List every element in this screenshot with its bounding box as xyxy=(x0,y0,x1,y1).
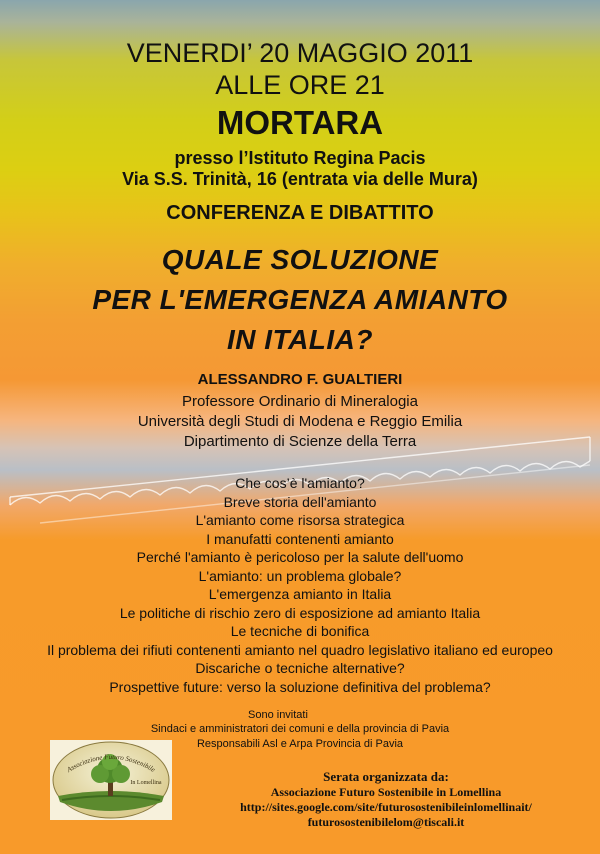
event-venue: presso l’Istituto Regina Pacis xyxy=(174,148,426,168)
organizer-label: Serata organizzata da: xyxy=(323,769,449,784)
topic-item: Perché l'amianto è pericoloso per la salute dell'uomo xyxy=(136,549,464,565)
invited-line: Responsabili Asl e Arpa Provincia di Pavia xyxy=(196,738,404,750)
event-date: VENERDI’ 20 MAGGIO 2011 xyxy=(126,38,474,68)
organizer-website-link[interactable]: http://sites.google.com/site/futurosostenibileinlomellinait/ xyxy=(240,800,532,814)
organizer-email-link[interactable]: futurosostenibilelom@tiscali.it xyxy=(307,815,465,829)
topic-item: L'amianto: un problema globale? xyxy=(198,567,402,584)
topic-item: L'amianto come risorsa strategica xyxy=(195,512,405,528)
topic-item: Che cos’è l'amianto? xyxy=(235,475,365,491)
headline-line-1: QUALE SOLUZIONE xyxy=(161,244,439,275)
logo-text-bottom: In Lomellina xyxy=(130,780,162,786)
association-logo xyxy=(50,740,172,820)
event-address: Via S.S. Trinità, 16 (entrata via delle Mura) xyxy=(122,169,478,189)
event-type: CONFERENZA E DIBATTITO xyxy=(166,202,434,224)
topic-item: Prospettive future: verso la soluzione definitiva del problema? xyxy=(109,678,491,695)
topic-item: Breve storia dell'amianto xyxy=(223,493,377,510)
topic-list xyxy=(0,474,600,696)
invited-heading: Sono invitati xyxy=(248,709,308,721)
speaker-name: ALESSANDRO F. GUALTIERI xyxy=(197,371,403,388)
topic-item: I manufatti contenenti amianto xyxy=(206,530,394,547)
speaker-role: Professore Ordinario di Mineralogia xyxy=(182,393,418,410)
headline-line-3: IN ITALIA? xyxy=(226,324,373,355)
topic-item: Il problema dei rifiuti contenenti amianto nel quadro legislativo italiano ed europeo xyxy=(47,641,553,658)
topic-item: Le tecniche di bonifica xyxy=(230,623,370,639)
speaker-affiliation: Università degli Studi di Modena e Reggio Emilia xyxy=(137,413,463,430)
speaker-department: Dipartimento di Scienze della Terra xyxy=(183,433,417,450)
headline-line-2: PER L'EMERGENZA AMIANTO xyxy=(92,284,508,315)
event-city: MORTARA xyxy=(216,104,384,141)
logo-text-top: Associazione Futuro Sostenibile xyxy=(65,752,157,774)
invited-line: Sindaci e amministratori dei comuni e della provincia di Pavia xyxy=(150,723,450,735)
topic-item: Le politiche di rischio zero di esposizione ad amianto Italia xyxy=(119,604,481,621)
event-time: ALLE ORE 21 xyxy=(215,70,385,100)
organizer-name: Associazione Futuro Sostenibile in Lomellina xyxy=(270,785,502,799)
topic-item: L'emergenza amianto in Italia xyxy=(208,586,392,602)
topic-item: Discariche o tecniche alternative? xyxy=(195,660,405,676)
